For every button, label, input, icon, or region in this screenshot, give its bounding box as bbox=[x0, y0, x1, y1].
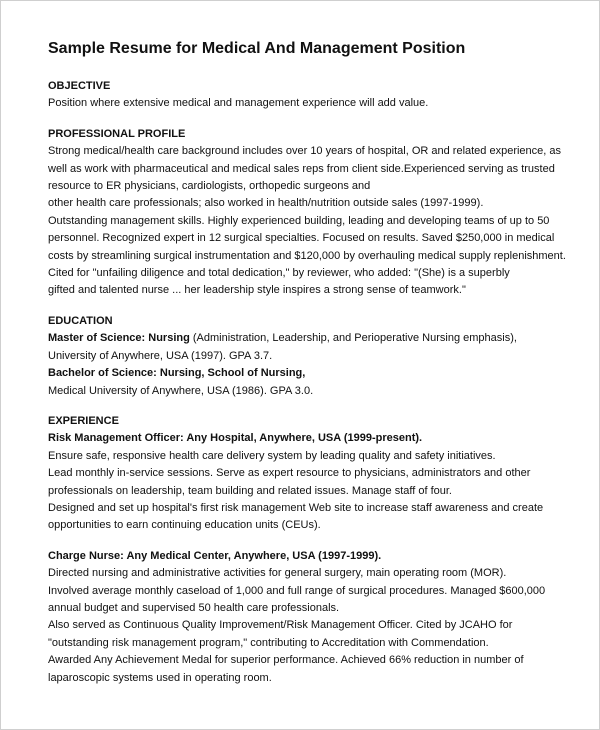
job-title: Charge Nurse: Any Medical Center, Anywhere, USA (1997-1999). bbox=[48, 549, 382, 562]
masters-degree-detail: (Administration, Leadership, and Perioperative Nursing emphasis), bbox=[189, 332, 517, 345]
objective-line: Position where extensive medical and management experience will add value. bbox=[48, 97, 429, 110]
profile-heading: PROFESSIONAL PROFILE bbox=[48, 127, 186, 140]
job-line: annual budget and supervised 50 health care professionals. bbox=[48, 601, 340, 614]
job-entry bbox=[48, 548, 568, 687]
job-entry bbox=[48, 430, 568, 534]
job-line: Lead monthly in-service sessions. Serve as expert resource to physicians, administrators and other bbox=[48, 467, 531, 480]
job-line: Awarded Any Achievement Medal for superior performance. Achieved 66% reduction in number of bbox=[48, 654, 524, 667]
profile-line: Strong medical/health care background includes over 10 years of hospital, OR and related experience, as bbox=[48, 145, 562, 158]
job-line: Involved average monthly caseload of 1,000 and full range of surgical procedures. Managed $600,000 bbox=[48, 584, 546, 597]
document-title: Sample Resume for Medical And Management Position bbox=[48, 40, 466, 57]
experience-heading: EXPERIENCE bbox=[48, 414, 119, 427]
job-line: opportunities to earn continuing education units (CEUs). bbox=[48, 519, 321, 532]
objective-section bbox=[48, 78, 568, 113]
profile-line: Cited for "unfailing diligence and total dedication," by reviewer, who added: "(She) is a superbly bbox=[48, 267, 510, 280]
bachelors-degree-school: Medical University of Anywhere, USA (1986). GPA 3.0. bbox=[48, 384, 314, 397]
job-line: "outstanding risk management program," contributing to Accreditation with Commendation. bbox=[48, 636, 489, 649]
profile-line: personnel. Recognized expert in 12 surgical specialties. Focused on results. Saved $250,000 in medical bbox=[48, 232, 555, 245]
job-line: Ensure safe, responsive health care delivery system by leading quality and safety initiatives. bbox=[48, 449, 496, 462]
profile-line: gifted and talented nurse ... her leadership style inspires a strong sense of teamwork." bbox=[48, 284, 466, 297]
objective-heading: OBJECTIVE bbox=[48, 80, 111, 92]
job-line: Directed nursing and administrative activities for general surgery, main operating room (MOR). bbox=[48, 567, 507, 580]
profile-line: costs by streamlining surgical instrumentation and $120,000 by overhauling medical supply replenishment. bbox=[48, 249, 566, 262]
profile-section bbox=[48, 126, 568, 300]
job-line: professionals on leadership, team building and related issues. Manage staff of four. bbox=[48, 484, 452, 497]
bachelors-degree-title: Bachelor of Science: Nursing, School of Nursing, bbox=[48, 367, 306, 380]
job-line: laparoscopic systems used in operating room. bbox=[48, 671, 272, 684]
profile-line: other health care professionals; also worked in health/nutrition outside sales (1997-1999). bbox=[48, 197, 484, 210]
resume-content bbox=[48, 39, 568, 700]
profile-line: well as work with pharmaceutical and medical sales reps from client side.Experienced serving as trusted bbox=[48, 162, 555, 175]
job-title: Risk Management Officer: Any Hospital, Anywhere, USA (1999-present). bbox=[48, 432, 423, 445]
profile-line: Outstanding management skills. Highly experienced building, leading and developing teams of up to 50 bbox=[48, 214, 550, 227]
education-heading: EDUCATION bbox=[48, 314, 113, 327]
job-line: Also served as Continuous Quality Improvement/Risk Management Officer. Cited by JCAHO for bbox=[48, 619, 513, 632]
masters-degree-school: University of Anywhere, USA (1997). GPA 3.7. bbox=[48, 349, 273, 362]
education-section bbox=[48, 313, 568, 400]
masters-degree-line bbox=[48, 330, 568, 347]
job-line: Designed and set up hospital's first risk management Web site to increase staff awareness and create bbox=[48, 501, 544, 514]
masters-degree-title: Master of Science: Nursing bbox=[48, 332, 190, 345]
experience-section bbox=[48, 413, 568, 687]
profile-line: resource to ER physicians, cardiologists, orthopedic surgeons and bbox=[48, 180, 371, 193]
